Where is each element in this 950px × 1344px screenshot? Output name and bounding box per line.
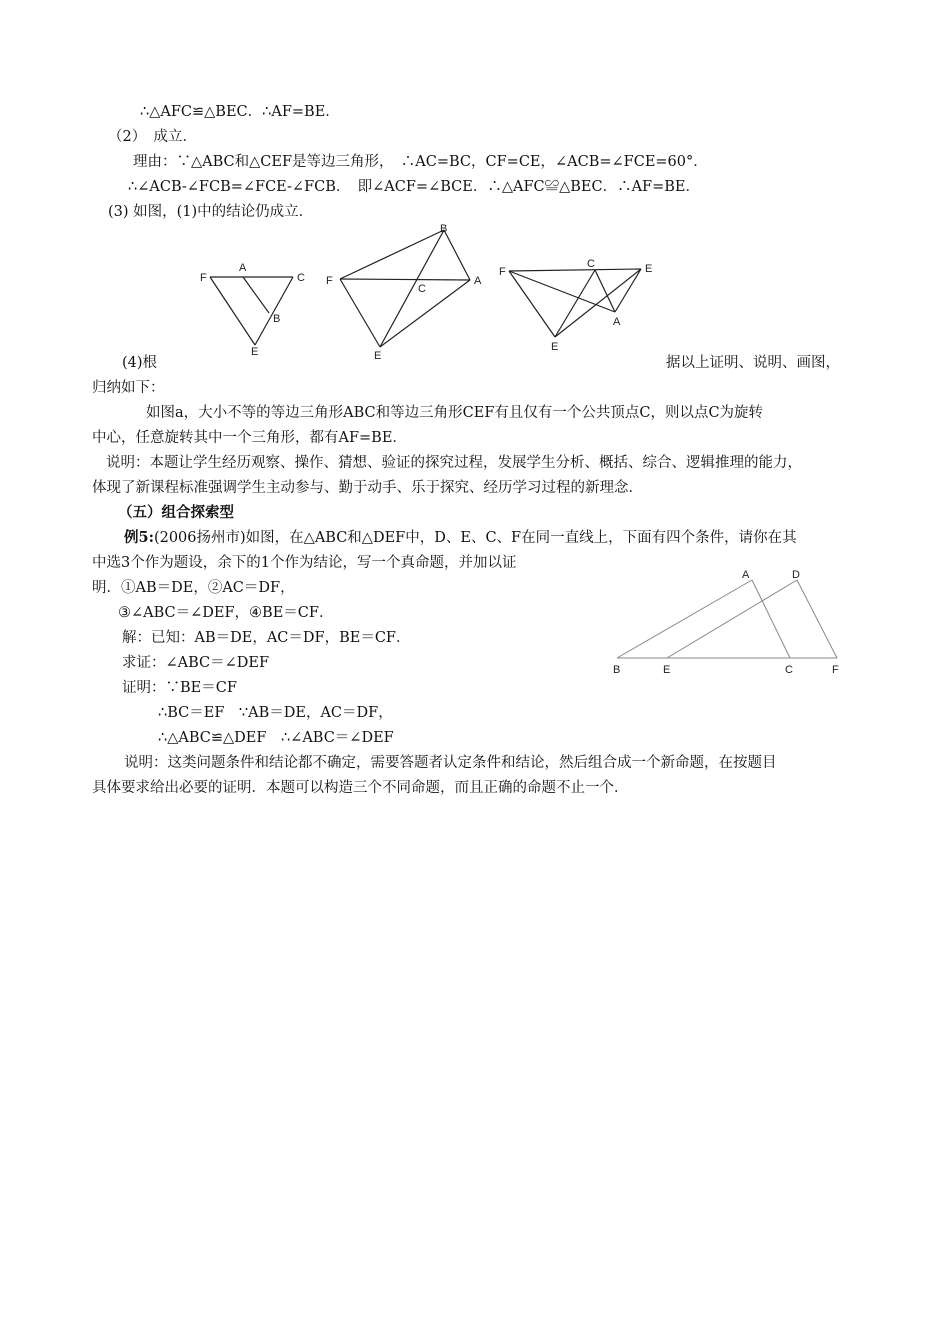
fig2-label-b: B [440,223,448,235]
example-5-line [124,528,797,548]
proof-line-1: 证明：∵BE＝CF [122,680,237,696]
line-note-1: 说明：本题让学生经历观察、操作、猜想、验证的探究过程，发展学生分析、概括、综合、逻辑推理的能力， [106,455,802,471]
fig1-label-a: A [239,262,247,274]
fig1-label-c: C [297,272,305,284]
line-part-2: （2） 成立． [108,129,197,145]
line-note-2: 体现了新课程标准强调学生主动参与、勤于动手、乐于探究、经历学习过程的新理念． [92,480,643,496]
section-heading: （五）组合探索型 [118,504,234,521]
solution-prove: 求证：∠ABC＝∠DEF [122,655,270,671]
fig1-label-b: B [273,313,281,325]
fig2-label-a: A [474,275,482,287]
fig4-label-c: C [785,664,793,676]
figure-3 [495,255,665,355]
fig3-label-e: E [551,341,559,353]
proof-line-3: ∴△ABC≌△DEF ∴∠ABC＝∠DEF [158,730,394,746]
fig2-label-c: C [418,283,426,295]
fig4-label-e: E [663,664,671,676]
example-conditions-1: 明．①AB＝DE，②AC＝DF， [92,580,295,596]
fig2-label-f: F [326,275,333,287]
line-deduction: ∴∠ACB-∠FCB=∠FCE-∠FCB． 即∠ACF=∠BCE．∴△AFC≌△BEC．∴AF=BE． [128,179,701,195]
fig4-label-b: B [613,664,621,676]
figure-4 [605,562,855,682]
line-summary-2: 中心，任意旋转其中一个三角形，都有AF=BE． [92,430,407,446]
line-conclusion-1: ∴△AFC≌△BEC．∴AF=BE． [140,104,340,120]
solution-given: 解：已知：AB＝DE，AC＝DF，BE＝CF． [122,630,411,646]
fig2-label-e: E [374,350,382,362]
line-summary-1: 如图a，大小不等的等边三角形ABC和等边三角形CEF有且仅有一个公共顶点C，则以点C为旋转 [146,405,764,421]
fig3-label-f: F [499,266,506,278]
figure-2 [322,222,487,362]
note-2-line-2: 具体要求给出必要的证明．本题可以构造三个不同命题，而且正确的命题不止一个． [92,780,629,796]
line-part-4-start: (4)根 [122,355,158,371]
fig4-label-d: D [792,569,800,581]
line-part-4-end: 据以上证明、说明、画图， [666,355,840,371]
fig3-label-e-top: E [645,263,653,275]
figure-1 [195,255,320,360]
example-conditions-2: ③∠ABC＝∠DEF，④BE＝CF． [118,605,334,621]
fig1-label-e: E [251,346,259,358]
fig4-label-f: F [832,664,839,676]
fig4-label-a: A [742,569,750,581]
example-line-2: 中选3个作为题设，余下的1个作为结论，写一个真命题，并加以证 [92,555,517,571]
note-2-line-1: 说明：这类问题条件和结论都不确定，需要答题者认定条件和结论，然后组合成一个新命题，在按题目 [124,755,777,771]
proof-line-2: ∴BC＝EF ∵AB＝DE，AC＝DF， [158,705,393,721]
fig3-label-c: C [587,258,595,270]
fig3-label-a: A [613,316,621,328]
example-5-text: (2006扬州市)如图，在△ABC和△DEF中，D、E、C、F在同一直线上，下面有四个条件，请你在其 [153,530,797,546]
example-5-label: 例5: [124,529,154,546]
fig1-label-f: F [200,272,207,284]
line-part-3: (3) 如图，(1)中的结论仍成立． [108,204,314,220]
line-summary-intro: 归纳如下： [92,380,165,396]
line-reason: 理由：∵△ABC和△CEF是等边三角形， ∴AC=BC，CF=CE，∠ACB=∠FCE=60°． [133,154,708,170]
